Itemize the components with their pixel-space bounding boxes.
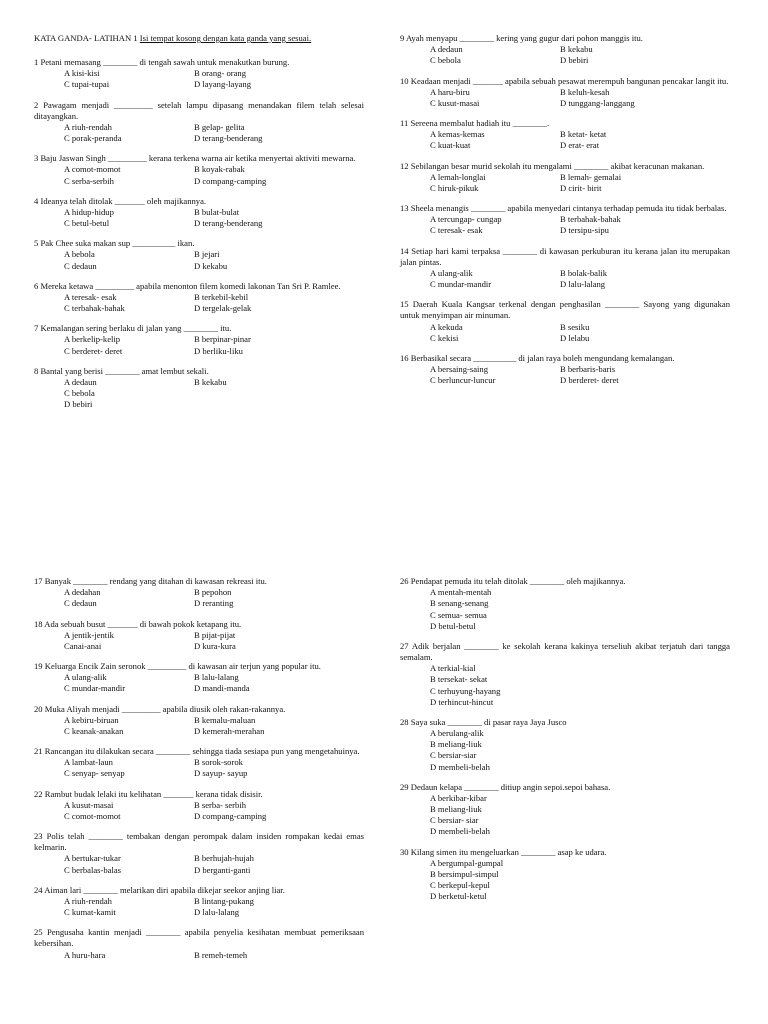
- question-text: Sereena membalut hadiah itu ________.: [410, 118, 550, 129]
- question-number: 23: [34, 831, 43, 842]
- answer-options: [64, 630, 364, 652]
- question-14: [400, 246, 730, 291]
- option-d[interactable]: D kemerah-merahan: [194, 725, 265, 736]
- question-number: 15: [400, 299, 409, 310]
- question-stem: [400, 299, 730, 321]
- question-stem: [400, 203, 730, 214]
- question-stem: [34, 576, 364, 587]
- option-b[interactable]: B gelap- gelita: [194, 121, 245, 132]
- option-b[interactable]: B remeh-temeh: [194, 949, 248, 960]
- question-number: 21: [34, 746, 43, 757]
- question-stem: [34, 196, 364, 207]
- question-text: Aiman lari ________ melarikan diri apabila dikejar seekor anjing liar.: [44, 884, 285, 895]
- question-8: [34, 366, 364, 411]
- question-number: 7: [34, 323, 39, 334]
- left-column-top: [34, 33, 364, 56]
- question-29: [400, 782, 730, 838]
- option-a[interactable]: A kebiru-biruan: [64, 714, 119, 725]
- question-number: 19: [34, 661, 43, 672]
- option-c[interactable]: C semua- semua: [430, 609, 487, 620]
- question-stem: [34, 885, 364, 896]
- question-stem: [34, 281, 364, 292]
- option-d[interactable]: D kekabu: [194, 260, 228, 271]
- option-d[interactable]: D tergelak-gelak: [194, 303, 252, 314]
- question-number: 5: [34, 238, 39, 249]
- option-d[interactable]: D erat- erat: [560, 140, 600, 151]
- option-c[interactable]: C berkepul-kepul: [430, 880, 490, 891]
- question-13: [400, 203, 730, 237]
- question-text: Mereka ketawa _________ apabila menonton filem komedi lakonan Tan Sri P. Ramlee.: [40, 280, 341, 291]
- question-text: Polis telah ________ tembakan dengan perompak dalam insiden rompakan kedai emas kelmarin.: [34, 831, 364, 853]
- question-number: 20: [34, 703, 43, 714]
- question-text: Sheela menangis ________ apabila menyedari cintanya terhadap pemuda itu tidak berbalas.: [410, 203, 727, 214]
- question-text: Dedaun kelapa ________ ditiup angin sepoi.sepoi bahasa.: [410, 781, 611, 792]
- option-c[interactable]: C kumat-kamit: [64, 907, 116, 918]
- option-a[interactable]: A dedaun: [64, 376, 97, 387]
- option-c[interactable]: C kuat-kuat: [430, 140, 471, 151]
- question-text: Baju Jaswan Singh _________ kerana terkena warna air ketika menyertai aktiviti mewarna.: [40, 153, 356, 164]
- option-b[interactable]: B kekabu: [560, 44, 593, 55]
- option-c[interactable]: C mundar-mandir: [64, 683, 126, 694]
- question-stem: [400, 118, 730, 129]
- option-c[interactable]: C teresak- esak: [430, 225, 483, 236]
- question-19: [34, 661, 364, 695]
- option-c[interactable]: C betul-betul: [64, 218, 110, 229]
- question-3: [34, 153, 364, 187]
- option-c[interactable]: C mundar-mandir: [430, 279, 492, 290]
- option-b[interactable]: B serba- serbih: [194, 799, 247, 810]
- option-d[interactable]: D bebiri: [64, 399, 93, 410]
- option-a[interactable]: A kemas-kemas: [430, 129, 485, 140]
- question-number: 18: [34, 618, 43, 629]
- question-number: 25: [34, 927, 43, 938]
- option-c[interactable]: C terbahak-bahak: [64, 303, 125, 314]
- answer-options: [64, 334, 364, 356]
- question-text: Rambut budak lelaki itu kelihatan _______ kerana tidak disisir.: [44, 788, 263, 799]
- option-b[interactable]: B pijat-pijat: [194, 629, 236, 640]
- option-d[interactable]: D lalu-lalang: [194, 907, 240, 918]
- option-a[interactable]: A comot-momot: [64, 164, 121, 175]
- option-b[interactable]: B sesiku: [560, 321, 590, 332]
- option-b[interactable]: B kemalu-maluan: [194, 714, 256, 725]
- option-d[interactable]: D berderet- deret: [560, 375, 619, 386]
- option-c[interactable]: C terhuyung-hayang: [430, 685, 501, 696]
- question-number: 4: [34, 195, 39, 206]
- option-d[interactable]: D compang-camping: [194, 175, 267, 186]
- option-b[interactable]: B meliang-liuk: [430, 804, 482, 815]
- option-a[interactable]: A jentik-jentik: [64, 629, 114, 640]
- question-stem: [400, 161, 730, 172]
- option-d[interactable]: D sayup- sayup: [194, 768, 248, 779]
- option-c[interactable]: C dedaun: [64, 598, 97, 609]
- option-d[interactable]: D terang-benderang: [194, 133, 263, 144]
- question-stem: [34, 789, 364, 800]
- question-stem: [400, 641, 730, 663]
- option-b[interactable]: B lalu-lalang: [194, 672, 239, 683]
- question-number: 11: [400, 118, 409, 129]
- option-d[interactable]: D betul-betul: [430, 620, 476, 631]
- option-c[interactable]: C hiruk-pikuk: [430, 182, 479, 193]
- question-text: Ideanya telah ditolak _______ oleh majikannya.: [40, 195, 207, 206]
- question-stem: [400, 246, 730, 268]
- option-c[interactable]: C keanak-anakan: [64, 725, 124, 736]
- answer-options: [64, 68, 364, 90]
- option-d[interactable]: D berketul-ketul: [430, 891, 487, 902]
- question-number: 13: [400, 203, 409, 214]
- question-stem: [34, 831, 364, 853]
- option-d[interactable]: D compang-camping: [194, 810, 267, 821]
- answer-options: [64, 292, 364, 314]
- question-text: Banyak ________ rendang yang ditahan di kawasan rekreasi itu.: [44, 576, 267, 586]
- answer-options: [64, 950, 364, 961]
- option-c[interactable]: C kusut-masai: [430, 97, 480, 108]
- option-b[interactable]: B bersimpul-simpul: [430, 868, 499, 879]
- option-c[interactable]: C berbalas-balas: [64, 864, 122, 875]
- option-a[interactable]: A bebola: [64, 249, 95, 260]
- option-d[interactable]: D tersipu-sipu: [560, 225, 609, 236]
- option-d[interactable]: D berliku-liku: [194, 345, 243, 356]
- option-d[interactable]: D terhincut-hincut: [430, 696, 494, 707]
- option-d[interactable]: D bebiri: [560, 55, 589, 66]
- option-b[interactable]: B kekabu: [194, 376, 227, 387]
- question-number: 30: [400, 846, 409, 857]
- question-text: Kilang simen itu mengeluarkan ________ asap ke udara.: [410, 846, 607, 857]
- question-stem: [400, 33, 730, 44]
- question-6: [34, 281, 364, 315]
- option-a[interactable]: A mentah-mentah: [430, 587, 492, 598]
- answer-options: [430, 728, 730, 773]
- answer-options: [430, 587, 730, 632]
- question-7: [34, 323, 364, 357]
- option-d[interactable]: D kura-kura: [194, 640, 236, 651]
- question-number: 2: [34, 99, 39, 110]
- answer-options: [64, 800, 364, 822]
- question-stem: [400, 717, 730, 728]
- option-c[interactable]: C bersiar-siar: [430, 750, 477, 761]
- option-d[interactable]: D mandi-manda: [194, 683, 250, 694]
- option-a[interactable]: A dedahan: [64, 587, 101, 598]
- option-d[interactable]: D membeli-belah: [430, 826, 490, 837]
- left-column-part1: [34, 57, 364, 419]
- question-text: Bantal yang berisi ________ amat lembut sekali.: [40, 365, 209, 376]
- option-a[interactable]: A berulang-alik: [430, 728, 484, 739]
- option-d[interactable]: D lalu-lalang: [560, 279, 606, 290]
- answer-options: [64, 896, 364, 918]
- question-2: [34, 100, 364, 145]
- question-27: [400, 641, 730, 708]
- option-a[interactable]: A kekuda: [430, 321, 463, 332]
- option-b[interactable]: B ketat- ketat: [560, 129, 607, 140]
- option-c[interactable]: C bersiar- siar: [430, 815, 479, 826]
- option-c[interactable]: Canai-anai: [64, 640, 102, 651]
- question-text: Ada sebuah busut _______ di bawah pokok ketapang itu.: [44, 618, 242, 629]
- question-23: [34, 831, 364, 876]
- option-b[interactable]: B keluh-kesah: [560, 86, 610, 97]
- option-a[interactable]: A bertukar-tukar: [64, 853, 121, 864]
- option-a[interactable]: A lemah-longlai: [430, 171, 486, 182]
- right-column-part2: [400, 576, 730, 911]
- question-20: [34, 704, 364, 738]
- option-b[interactable]: B lintang-pukang: [194, 895, 254, 906]
- question-1: [34, 57, 364, 91]
- question-stem: [34, 619, 364, 630]
- question-number: 28: [400, 716, 409, 727]
- question-number: 26: [400, 576, 409, 586]
- answer-options: [430, 172, 730, 194]
- option-b[interactable]: B tersekat- sekat: [430, 674, 488, 685]
- question-number: 27: [400, 640, 409, 651]
- option-d[interactable]: D cirit- birit: [560, 182, 602, 193]
- question-21: [34, 746, 364, 780]
- question-24: [34, 885, 364, 919]
- question-text: Pawagam menjadi _________ setelah lampu dipasang menandakan filem telah selesai ditayangkan.: [34, 99, 364, 121]
- option-b[interactable]: B terkebil-kebil: [194, 291, 249, 302]
- question-text: Sebilangan besar murid sekolah itu mengalami ________ akibat keracunan makanan.: [410, 160, 705, 171]
- option-c[interactable]: C berluncur-luncur: [430, 375, 496, 386]
- question-stem: [400, 76, 730, 87]
- question-18: [34, 619, 364, 653]
- option-a[interactable]: A riuh-rendah: [64, 895, 112, 906]
- question-number: 9: [400, 33, 405, 43]
- option-d[interactable]: D layang-layang: [194, 79, 252, 90]
- answer-options: [64, 249, 364, 271]
- answer-options: [430, 129, 730, 151]
- question-25: [34, 927, 364, 961]
- option-c[interactable]: C bebola: [64, 388, 95, 399]
- question-number: 1: [34, 57, 39, 67]
- answer-options: [430, 214, 730, 236]
- option-b[interactable]: B jejari: [194, 249, 220, 260]
- question-stem: [34, 366, 364, 377]
- option-b[interactable]: B pepohon: [194, 587, 232, 598]
- question-stem: [34, 704, 364, 715]
- option-b[interactable]: B lemah- gemalai: [560, 171, 622, 182]
- question-text: Ayah menyapu ________ kering yang gugur dari pohon manggis itu.: [405, 33, 643, 43]
- option-d[interactable]: D berganti-ganti: [194, 864, 251, 875]
- question-number: 29: [400, 781, 409, 792]
- option-b[interactable]: B orang- orang: [194, 68, 247, 79]
- question-4: [34, 196, 364, 230]
- question-28: [400, 717, 730, 773]
- title-text: KATA GANDA- LATIHAN 1: [34, 33, 138, 43]
- option-a[interactable]: A lambat-laun: [64, 757, 113, 768]
- option-c[interactable]: C tupai-tupai: [64, 79, 110, 90]
- option-d[interactable]: D lelabu: [560, 332, 590, 343]
- answer-options: [430, 364, 730, 386]
- answer-options: [64, 122, 364, 144]
- answer-options: [64, 853, 364, 875]
- question-10: [400, 76, 730, 110]
- question-text: Berbasikal secara __________ di jalan raya boleh mengundang kemalangan.: [410, 352, 675, 363]
- answer-options: [64, 207, 364, 229]
- question-16: [400, 353, 730, 387]
- option-a[interactable]: A riuh-rendah: [64, 121, 112, 132]
- question-stem: [400, 353, 730, 364]
- option-b[interactable]: B terbahak-bahak: [560, 214, 621, 225]
- question-text: Saya suka ________ di pasar raya Jaya Jusco: [410, 716, 567, 727]
- question-text: Petani memasang ________ di tengah sawah untuk menakutkan burung.: [40, 57, 290, 67]
- left-column-part2: [34, 576, 364, 970]
- option-d[interactable]: D membeli-belah: [430, 761, 490, 772]
- answer-options: [64, 377, 364, 411]
- question-text: Keadaan menjadi _______ apabila sebuah pesawat merempuh bangunan pencakar langit itu.: [410, 75, 729, 86]
- spacer: [194, 388, 364, 399]
- question-text: Pengusaha kantin menjadi ________ apabila penyelia kesihatan membuat pemeriksaan kebersihan.: [34, 927, 364, 949]
- question-text: Pak Chee suka makan sup __________ ikan.: [40, 238, 195, 249]
- question-11: [400, 118, 730, 152]
- answer-options: [430, 663, 730, 708]
- answer-options: [430, 793, 730, 838]
- question-text: Adik berjalan ________ ke sekolah kerana kakinya terseliuh akibat terjatuh dari tangga semalam.: [400, 640, 730, 663]
- question-text: Kemalangan sering berlaku di jalan yang ________ itu.: [40, 323, 232, 334]
- question-17: [34, 576, 364, 610]
- answer-options: [430, 858, 730, 903]
- answer-options: [430, 322, 730, 344]
- question-stem: [34, 661, 364, 672]
- answer-options: [64, 757, 364, 779]
- question-stem: [34, 100, 364, 122]
- answer-options: [64, 672, 364, 694]
- option-a[interactable]: A teresak- esak: [64, 291, 117, 302]
- question-15: [400, 299, 730, 344]
- question-number: 8: [34, 365, 39, 376]
- option-b[interactable]: B berhujah-hujah: [194, 853, 254, 864]
- answer-options: [430, 87, 730, 109]
- option-a[interactable]: A bersaing-saing: [430, 364, 488, 375]
- option-a[interactable]: A dedaun: [430, 44, 463, 55]
- question-number: 14: [400, 245, 409, 256]
- option-b[interactable]: B bolak-balik: [560, 267, 608, 278]
- answer-options: [430, 44, 730, 66]
- option-b[interactable]: B sorok-sorok: [194, 757, 243, 768]
- option-b[interactable]: B meliang-liuk: [430, 739, 482, 750]
- question-text: Setiap hari kami terpaksa ________ di kawasan perkuburan itu kerana jalan itu merupakan jalan pintas.: [400, 245, 730, 267]
- right-column-part1: [400, 33, 730, 395]
- option-a[interactable]: A terkial-kial: [430, 663, 476, 674]
- option-c[interactable]: C senyap- senyap: [64, 768, 125, 779]
- question-number: 10: [400, 75, 409, 86]
- question-stem: [34, 927, 364, 949]
- question-stem: [34, 153, 364, 164]
- answer-options: [430, 268, 730, 290]
- option-a[interactable]: A ulang-alik: [430, 267, 473, 278]
- answer-options: [64, 715, 364, 737]
- option-b[interactable]: B koyak-rabak: [194, 164, 245, 175]
- option-c[interactable]: C kekisi: [430, 332, 459, 343]
- option-a[interactable]: A huru-hara: [64, 949, 106, 960]
- option-b[interactable]: B berpinar-pinar: [194, 334, 251, 345]
- question-12: [400, 161, 730, 195]
- question-stem: [34, 323, 364, 334]
- option-a[interactable]: A berkelip-kelip: [64, 334, 121, 345]
- option-b[interactable]: B bulat-bulat: [194, 206, 240, 217]
- option-d[interactable]: D terang-benderang: [194, 218, 263, 229]
- option-a[interactable]: A berkibar-kibar: [430, 792, 487, 803]
- option-a[interactable]: A bergumpal-gumpal: [430, 857, 504, 868]
- question-number: 12: [400, 160, 409, 171]
- question-9: [400, 33, 730, 67]
- option-a[interactable]: A tercungap- cungap: [430, 214, 502, 225]
- question-text: Rancangan itu dilakukan secara ________ sehingga tiada sesiapa pun yang mengetahuinya.: [44, 746, 360, 757]
- question-26: [400, 576, 730, 632]
- question-number: 24: [34, 884, 43, 895]
- question-stem: [34, 238, 364, 249]
- option-c[interactable]: C berderet- deret: [64, 345, 123, 356]
- question-text: Daerah Kuala Kangsar terkenal dengan penghasilan ________ Sayong yang digunakan untuk menyimpan air minuman.: [400, 299, 730, 321]
- option-c[interactable]: C dedaun: [64, 260, 97, 271]
- question-30: [400, 847, 730, 903]
- answer-options: [64, 587, 364, 609]
- question-22: [34, 789, 364, 823]
- answer-options: [64, 164, 364, 186]
- question-number: 3: [34, 153, 39, 164]
- question-text: Keluarga Encik Zain seronok _________ di kawasan air terjun yang popular itu.: [44, 661, 321, 672]
- question-text: Muka Aliyah menjadi _________ apabila diusik oleh rakan-rakannya.: [44, 703, 286, 714]
- question-text: Pendapat pemuda itu telah ditolak ________ oleh majikannya.: [410, 576, 626, 586]
- question-stem: [400, 782, 730, 793]
- option-b[interactable]: B senang-senang: [430, 598, 489, 609]
- option-d[interactable]: D reranting: [194, 598, 234, 609]
- option-a[interactable]: A hidup-hidup: [64, 206, 114, 217]
- question-stem: [34, 57, 364, 68]
- question-5: [34, 238, 364, 272]
- option-a[interactable]: A ulang-alik: [64, 672, 107, 683]
- option-c[interactable]: C comot-momot: [64, 810, 121, 821]
- option-a[interactable]: A kusut-masai: [64, 799, 114, 810]
- worksheet-title: [34, 33, 364, 44]
- question-number: 16: [400, 352, 409, 363]
- instruction-text: Isi tempat kosong dengan kata ganda yang sesuai.: [139, 33, 312, 43]
- question-number: 17: [34, 576, 43, 586]
- option-c[interactable]: C bebola: [430, 55, 461, 66]
- question-number: 6: [34, 280, 39, 291]
- option-d[interactable]: D tunggang-langgang: [560, 97, 635, 108]
- option-a[interactable]: A haru-biru: [430, 86, 470, 97]
- option-c[interactable]: C porak-peranda: [64, 133, 122, 144]
- option-a[interactable]: A kisi-kisi: [64, 68, 100, 79]
- question-number: 22: [34, 788, 43, 799]
- option-b[interactable]: B berbaris-baris: [560, 364, 616, 375]
- question-stem: [34, 746, 364, 757]
- option-c[interactable]: C serba-serbih: [64, 175, 114, 186]
- question-stem: [400, 847, 730, 858]
- question-stem: [400, 576, 730, 587]
